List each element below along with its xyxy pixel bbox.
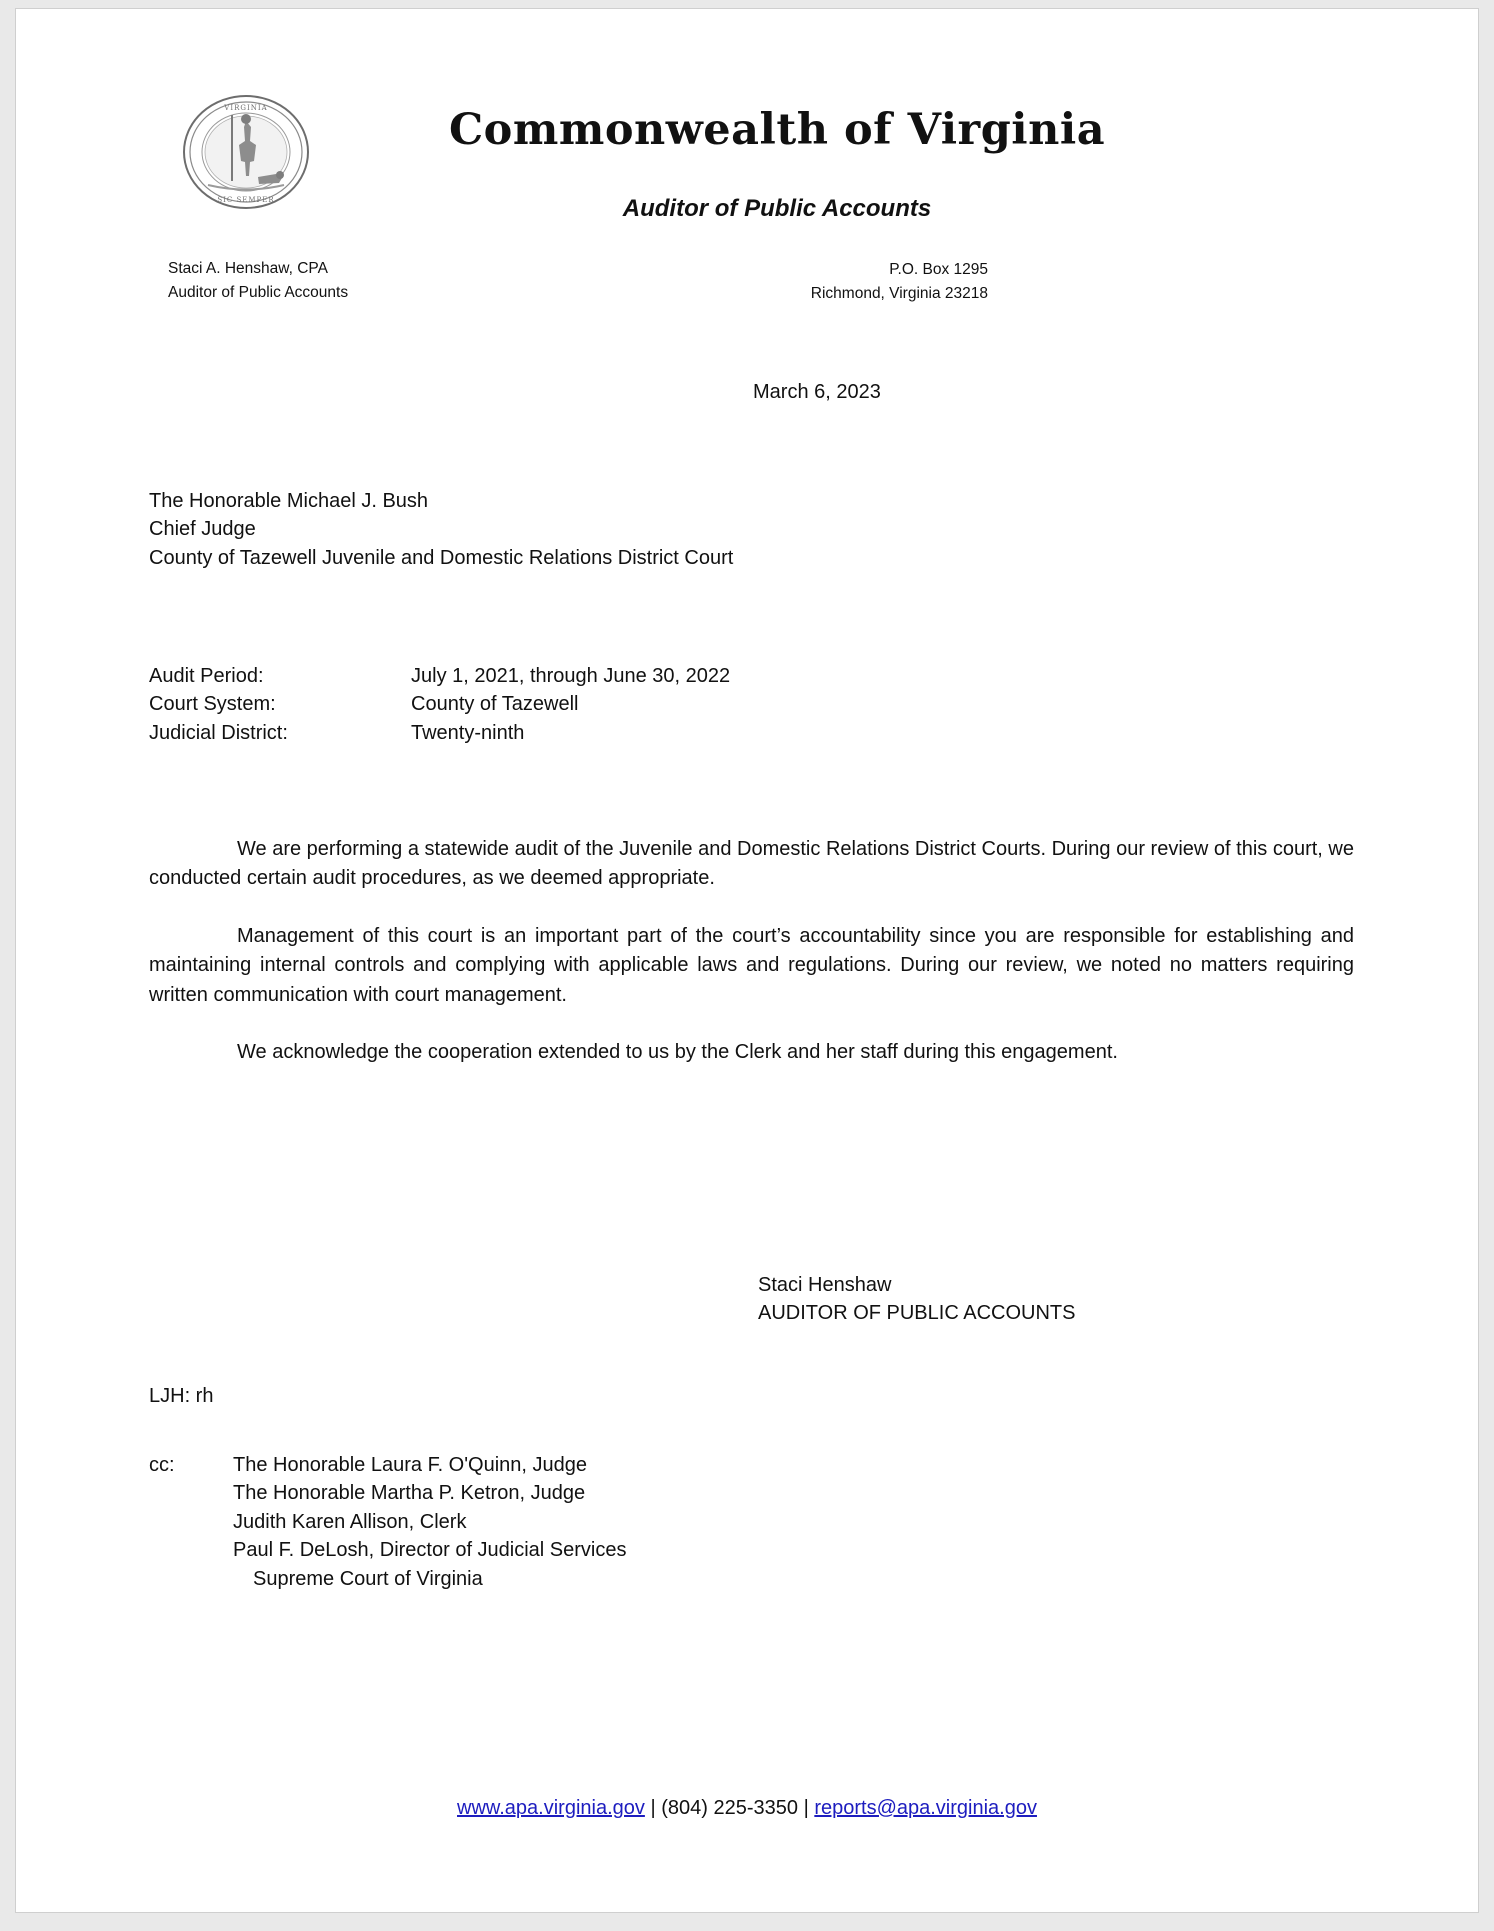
typist-initials: LJH: rh [149, 1385, 214, 1407]
footer-separator: | [803, 1797, 809, 1819]
page-footer [16, 1797, 1478, 1820]
body-paragraph: We acknowledge the cooperation extended to us by the Clerk and her staff during this engagement. [237, 1040, 1118, 1063]
organization-title: Commonwealth of Virginia [448, 105, 1106, 155]
addressee-block [149, 487, 733, 572]
body-paragraph: Management of this court is an important part of the court’s accountability since you are responsible for establishing and maintaining internal controls and complying with applicable laws and regulations. During our review, we noted no matters requiring written communication with court management. [149, 924, 1354, 1006]
header-right-block [811, 258, 988, 306]
meta-row [149, 690, 730, 718]
footer-separator: | [650, 1797, 656, 1819]
cc-label: cc: [149, 1454, 175, 1476]
po-box: P.O. Box 1295 [889, 261, 988, 278]
auditor-name: Staci A. Henshaw, CPA [168, 260, 328, 277]
meta-value: Twenty-ninth [411, 721, 525, 744]
signature-block [758, 1271, 1075, 1328]
audit-meta-block [149, 662, 730, 747]
signature-name: Staci Henshaw [758, 1274, 892, 1296]
addressee-title: Chief Judge [149, 518, 256, 541]
meta-row [149, 719, 730, 747]
cc-list-item: The Honorable Martha P. Ketron, Judge [233, 1482, 586, 1505]
meta-label: Court System: [149, 693, 276, 716]
cc-list-item: Paul F. DeLosh, Director of Judicial Services [233, 1539, 627, 1562]
meta-row [149, 662, 730, 690]
meta-value: County of Tazewell [411, 693, 579, 716]
cc-list-item: Judith Karen Allison, Clerk [233, 1510, 467, 1533]
phone-number: (804) 225-3350 [661, 1797, 798, 1819]
signature-title: AUDITOR OF PUBLIC ACCOUNTS [758, 1302, 1076, 1325]
meta-label: Judicial District: [149, 721, 288, 744]
letter-date: March 6, 2023 [753, 381, 881, 403]
city-state-zip: Richmond, Virginia 23218 [810, 285, 988, 303]
addressee-court: County of Tazewell Juvenile and Domestic Relations District Court [149, 546, 734, 569]
website-link[interactable]: www.apa.virginia.gov [457, 1797, 645, 1819]
cc-list [233, 1451, 627, 1593]
cc-list-item: Supreme Court of Virginia [253, 1567, 483, 1590]
letter-page [15, 8, 1479, 1913]
organization-subtitle: Auditor of Public Accounts [622, 195, 932, 222]
email-link[interactable]: reports@apa.virginia.gov [814, 1797, 1037, 1819]
letter-body [149, 835, 1354, 1095]
cc-block [149, 1451, 627, 1593]
cc-list-item: The Honorable Laura F. O'Quinn, Judge [233, 1454, 588, 1476]
body-paragraph: We are performing a statewide audit of the Juvenile and Domestic Relations District Courts. During our review of this court, we conducted certain audit procedures, as we deemed appropriate. [149, 838, 1354, 890]
svg-text:SIC SEMPER: SIC SEMPER [217, 196, 275, 204]
auditor-title: Auditor of Public Accounts [168, 284, 349, 302]
svg-text:VIRGINIA: VIRGINIA [224, 104, 268, 112]
header-left-block [168, 257, 348, 305]
meta-label: Audit Period: [149, 665, 264, 687]
meta-value: July 1, 2021, through June 30, 2022 [411, 665, 731, 687]
addressee-name: The Honorable Michael J. Bush [149, 490, 429, 512]
